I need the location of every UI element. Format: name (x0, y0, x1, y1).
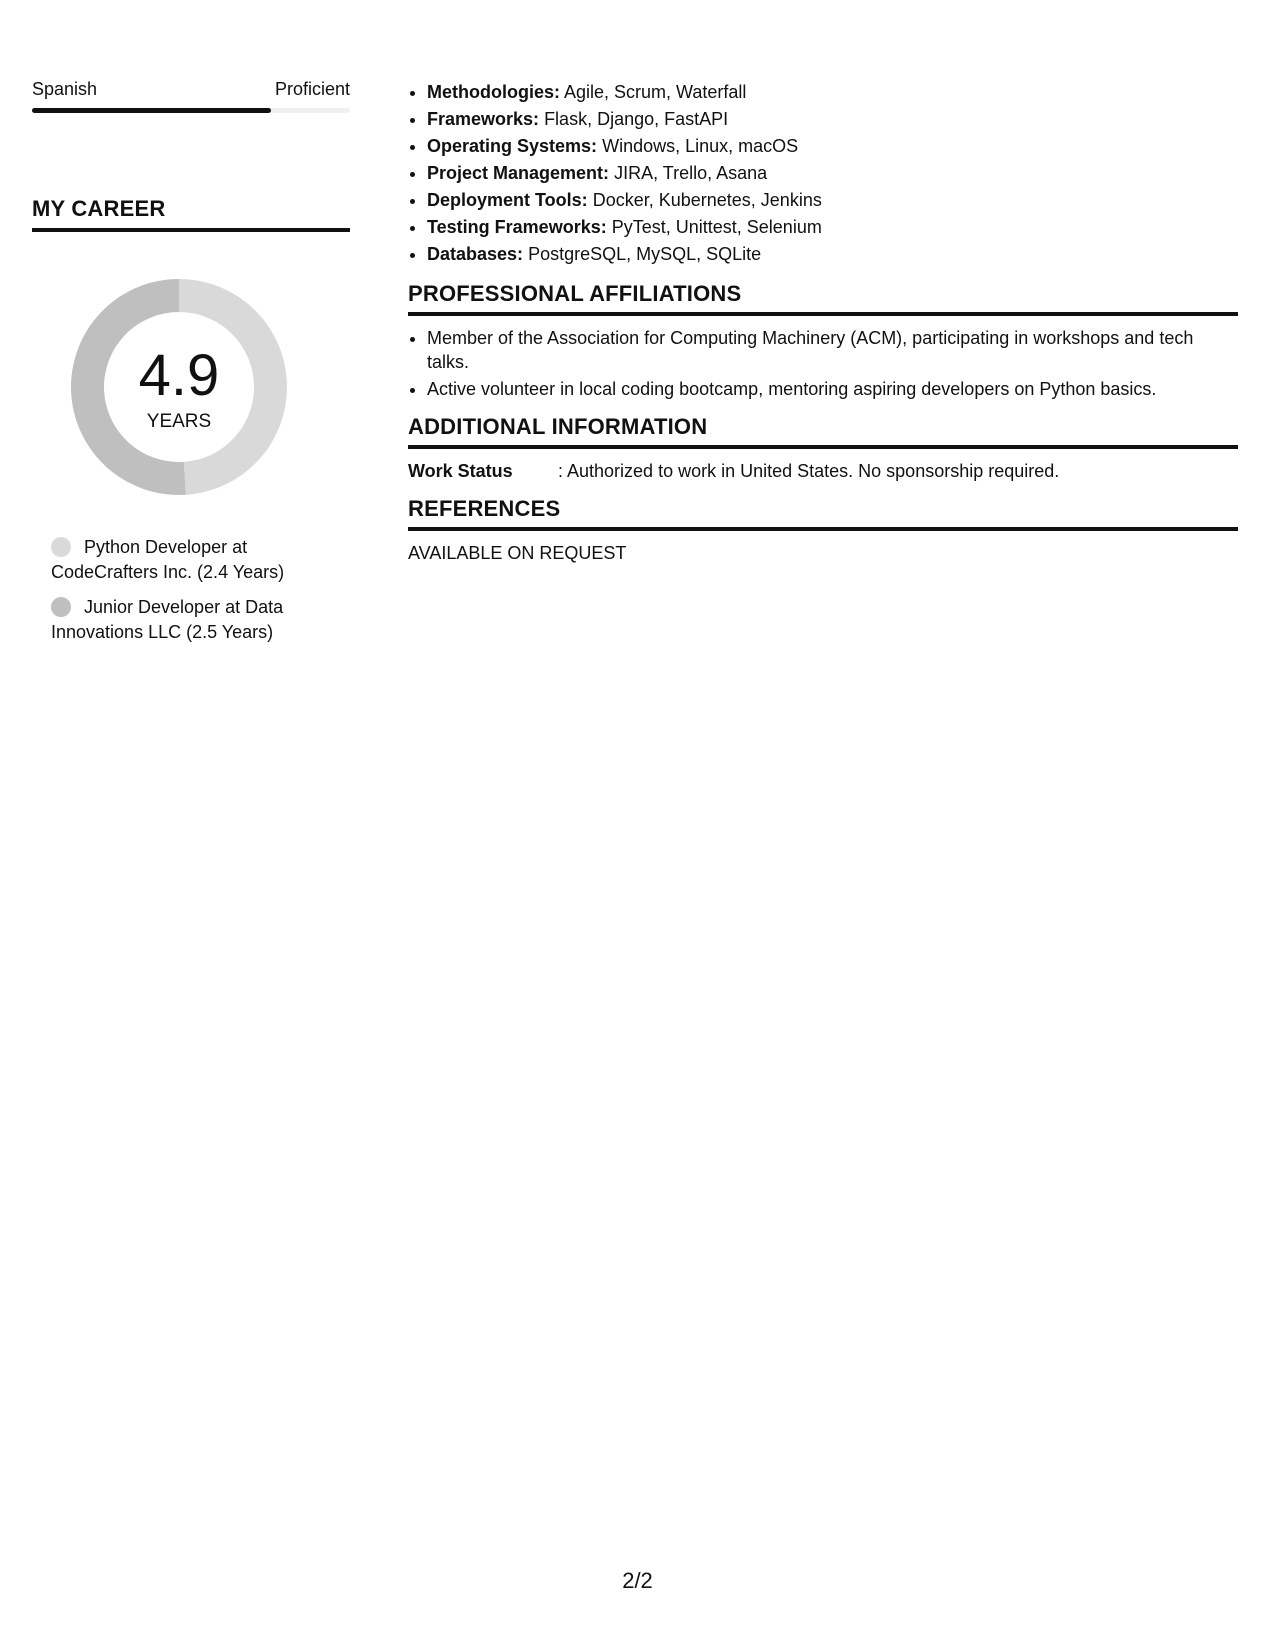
affiliations-list (408, 326, 1238, 401)
additional-info-section (408, 414, 1238, 483)
skill-label: Project Management: (427, 163, 610, 183)
skill-label: Deployment Tools: (427, 190, 588, 210)
skill-value: PyTest, Unittest, Selenium (611, 217, 822, 237)
skill-label: Methodologies: (427, 82, 560, 102)
skill-label: Testing Frameworks: (427, 217, 607, 237)
additional-info-title: ADDITIONAL INFORMATION (408, 414, 708, 439)
skill-item (427, 187, 1238, 214)
career-title-rule (32, 228, 350, 232)
legend-item (51, 595, 351, 645)
career-section-header (32, 196, 350, 232)
language-proficiency-fill (32, 108, 271, 113)
skill-item (427, 241, 1238, 268)
references-section (408, 496, 1238, 565)
skill-value: PostgreSQL, MySQL, SQLite (528, 244, 762, 264)
references-title: REFERENCES (408, 496, 561, 521)
skill-label: Databases: (427, 244, 524, 264)
legend-label: Python Developer at CodeCrafters Inc. (2.4 Years) (51, 537, 285, 582)
skill-value: Windows, Linux, macOS (602, 136, 799, 156)
skill-value: Docker, Kubernetes, Jenkins (592, 190, 822, 210)
affiliation-item: • Member of the Association for Computing Machinery (ACM), participating in workshops and tech talks. (427, 326, 1238, 374)
language-row (32, 78, 350, 100)
page-number: 2/2 (622, 1568, 653, 1593)
affiliations-title: PROFESSIONAL AFFILIATIONS (408, 281, 742, 306)
references-rule (408, 527, 1238, 531)
skills-list (408, 79, 1238, 268)
language-section (32, 78, 350, 113)
language-proficiency-bar (32, 108, 350, 113)
skill-item (427, 133, 1238, 160)
skill-item (427, 79, 1238, 106)
career-legend (51, 535, 351, 655)
skill-label: Frameworks: (427, 109, 540, 129)
legend-dot-icon (51, 537, 71, 557)
skill-value: JIRA, Trello, Asana (614, 163, 768, 183)
skill-value: Flask, Django, FastAPI (544, 109, 729, 129)
legend-label: Junior Developer at Data Innovations LLC (2.5 Years) (51, 597, 284, 642)
references-text: AVAILABLE ON REQUEST (408, 543, 627, 563)
language-level: Proficient (274, 79, 350, 99)
affiliations-rule (408, 312, 1238, 316)
career-donut-chart (66, 274, 292, 500)
work-status-label: Work Status (408, 461, 513, 481)
skill-value: Agile, Scrum, Waterfall (564, 82, 747, 102)
skill-item (427, 106, 1238, 133)
work-status-row (408, 459, 1238, 483)
legend-item (51, 535, 351, 585)
skill-item (427, 214, 1238, 241)
career-total-value: 4.9 (138, 343, 220, 408)
career-total-unit: YEARS (146, 411, 212, 432)
affiliation-item: • Active volunteer in local coding bootcamp, mentoring aspiring developers on Python basics. (427, 377, 1238, 401)
affiliations-section (408, 281, 1238, 401)
legend-dot-icon (51, 597, 71, 617)
skill-label: Operating Systems: (427, 136, 598, 156)
language-name: Spanish (32, 79, 98, 99)
additional-info-rule (408, 445, 1238, 449)
skill-item (427, 160, 1238, 187)
main-content (408, 79, 1238, 565)
work-status-value: : Authorized to work in United States. No sponsorship required. (558, 461, 1060, 481)
career-title: MY CAREER (32, 196, 166, 221)
